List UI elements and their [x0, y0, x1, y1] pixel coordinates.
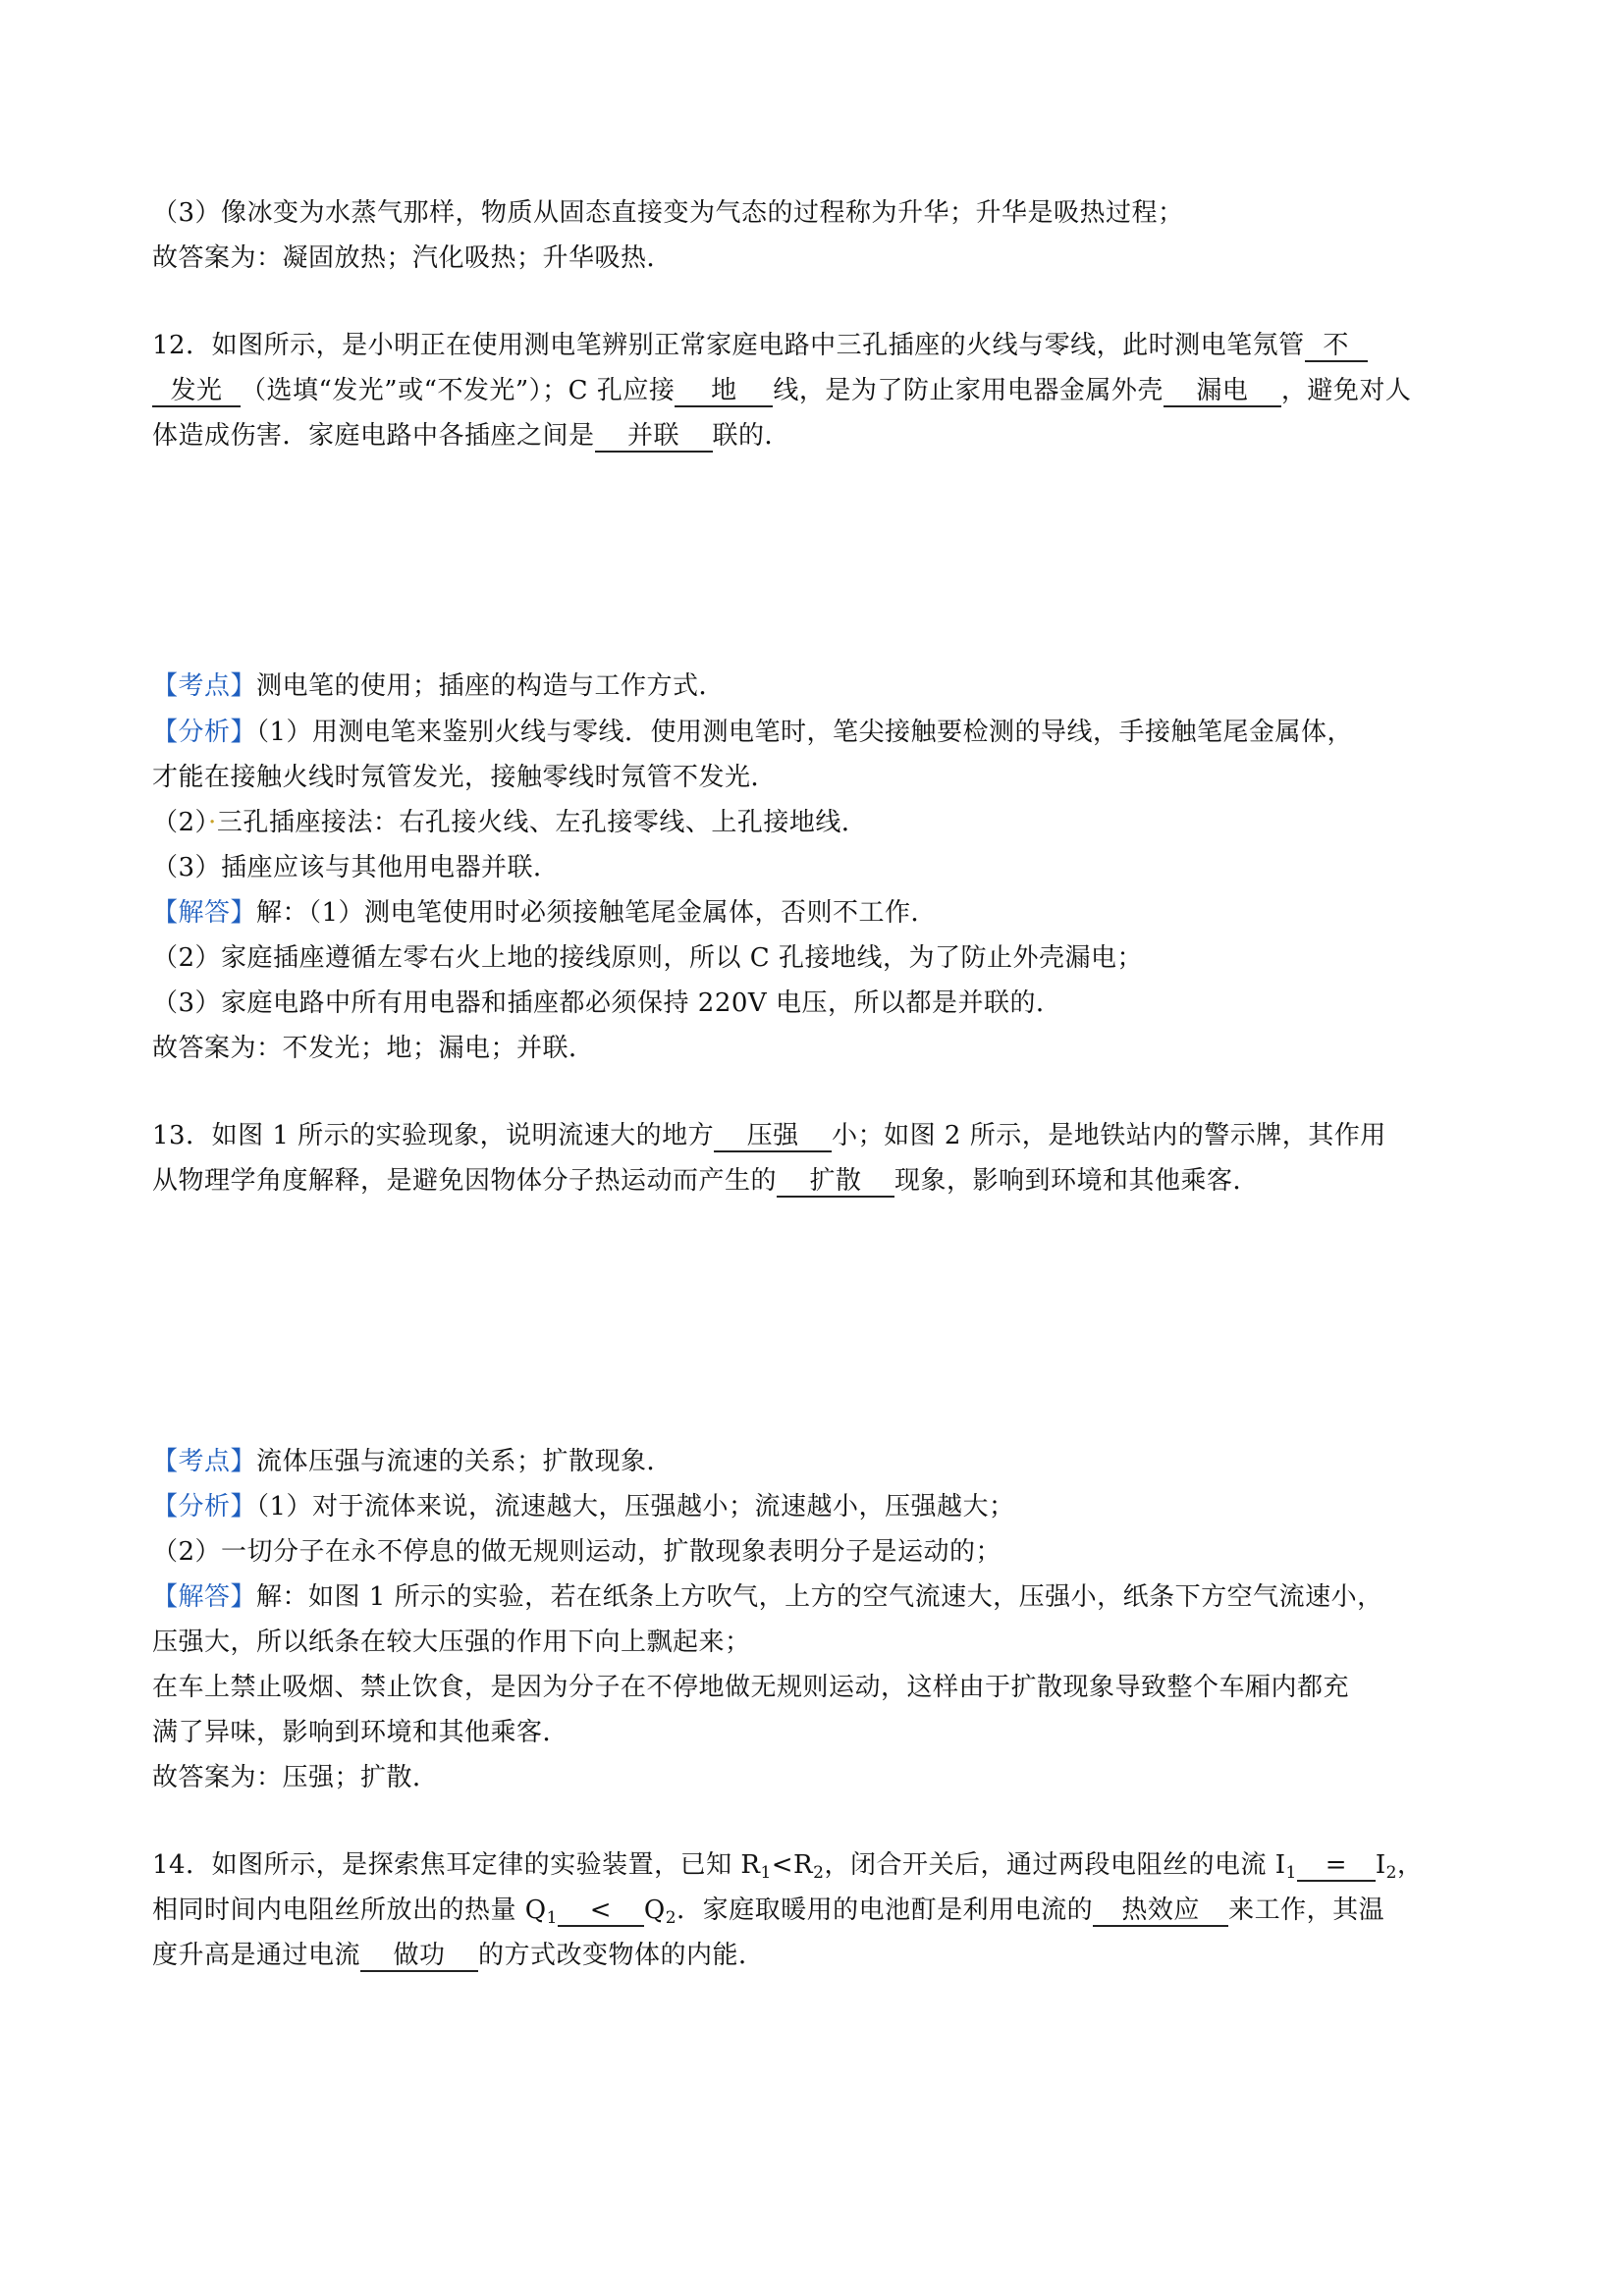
- kaodian-tag: 【考点】: [152, 671, 257, 701]
- answer-blank: 压强: [714, 1121, 832, 1152]
- q13-jieda-3: [152, 1671, 1488, 1704]
- answer-blank: 漏电: [1164, 376, 1281, 407]
- subscript: 1: [1285, 1863, 1297, 1883]
- q12-jieda-1: [152, 896, 1488, 930]
- text: 故答案为：压强；扩散．: [152, 1763, 439, 1792]
- text: （2）家庭插座遵循左零右火上地的接线原则，所以 C 孔接地线，为了防止外壳漏电；: [152, 943, 1143, 973]
- text: 联的．: [712, 421, 791, 451]
- kaodian-tag: 【考点】: [152, 1447, 257, 1476]
- subscript: 2: [813, 1863, 825, 1883]
- text: 体造成伤害．家庭电路中各插座之间是: [152, 421, 595, 451]
- text: 小；如图 2 所示，是地铁站内的警示牌，其作用: [832, 1121, 1386, 1150]
- text: （3）像冰变为水蒸气那样，物质从固态直接变为气态的过程称为升华；升华是吸热过程；: [152, 198, 1184, 228]
- answer-blank: <: [558, 1896, 644, 1927]
- text: 流体压强与流速的关系；扩散现象．: [256, 1447, 674, 1476]
- text: （3）家庭电路中所有用电器和插座都必须保持 220V 电压，所以都是并联的．: [152, 988, 1062, 1018]
- text: Q: [643, 1896, 666, 1925]
- q12-question-line-3: [152, 419, 1488, 453]
- text: 才能在接触火线时氖管发光，接触零线时氖管不发光．: [152, 763, 778, 792]
- subscript: 2: [665, 1908, 677, 1928]
- text: ，避免对人: [1280, 376, 1412, 405]
- text: （1）对于流体来说，流速越大，压强越小；流速越小，压强越大；: [256, 1492, 1015, 1522]
- text: ，: [1396, 1850, 1424, 1880]
- q14-question-line-1: [152, 1848, 1488, 1890]
- q14-question-line-3: [152, 1939, 1488, 1972]
- subscript: 2: [1385, 1863, 1397, 1883]
- answer-blank: 并联: [595, 421, 713, 453]
- q12-fenxi-3: [152, 806, 1488, 839]
- text: ，闭合开关后，通过两段电阻丝的电流 I: [824, 1850, 1286, 1880]
- q13-answer: [152, 1761, 1488, 1794]
- text: 度升高是通过电流: [152, 1941, 361, 1970]
- answer-blank: =: [1297, 1850, 1376, 1882]
- q13-jieda-1: [152, 1580, 1488, 1614]
- answer-blank: 不: [1305, 331, 1368, 362]
- text: 线，是为了防止家用电器金属外壳: [773, 376, 1164, 405]
- answer-blank: 做功: [360, 1941, 478, 1972]
- text: 压强大，所以纸条在较大压强的作用下向上飘起来；: [152, 1628, 751, 1657]
- text: 解：如图 1 所示的实验，若在纸条上方吹气，上方的空气流速大，压强小，纸条下方空气流速小，: [256, 1582, 1383, 1612]
- q12-jieda-3: [152, 987, 1488, 1020]
- q12-question-line-1: [152, 329, 1488, 362]
- text: 故答案为：不发光；地；漏电；并联．: [152, 1034, 595, 1063]
- q12-fenxi-2: [152, 761, 1488, 794]
- q13-jieda-2: [152, 1626, 1488, 1659]
- q11-analysis-line: [152, 196, 1488, 230]
- text: 从物理学角度解释，是避免因物体分子热运动而产生的: [152, 1166, 778, 1196]
- text: 测电笔的使用；插座的构造与工作方式．: [256, 671, 726, 701]
- text: 12．如图所示，是小明正在使用测电笔辨别正常家庭电路中三孔插座的火线与零线，此时测电笔氖管: [152, 331, 1305, 360]
- subscript: 1: [546, 1908, 558, 1928]
- text: （1）用测电笔来鉴别火线与零线．使用测电笔时，笔尖接触要检测的导线，手接触笔尾金属体，: [256, 718, 1354, 747]
- q11-answer-line: [152, 241, 1488, 275]
- q14-question-line-2: [152, 1894, 1488, 1935]
- text: （2）: [152, 808, 209, 837]
- text: 在车上禁止吸烟、禁止饮食，是因为分子在不停地做无规则运动，这样由于扩散现象导致整个车厢内都充: [152, 1673, 1350, 1702]
- q13-question-line-1: [152, 1119, 1488, 1152]
- fenxi-tag: 【分析】: [152, 1492, 257, 1522]
- jieda-tag: 【解答】: [152, 898, 257, 928]
- text: I: [1375, 1850, 1386, 1880]
- q13-fenxi-1: [152, 1490, 1488, 1523]
- fenxi-tag: 【分析】: [152, 718, 257, 747]
- text: 三孔插座接法：右孔接火线、左孔接零线、上孔接地线．: [216, 808, 868, 837]
- text: 满了异味，影响到环境和其他乘客．: [152, 1718, 569, 1747]
- text: 相同时间内电阻丝所放出的热量 Q: [152, 1896, 547, 1925]
- text: ．家庭取暖用的电池酊是利用电流的: [677, 1896, 1094, 1925]
- answer-blank: 发光: [152, 376, 241, 407]
- q12-question-line-2: [152, 374, 1488, 407]
- answer-blank: 地: [675, 376, 773, 407]
- text: 故答案为：凝固放热；汽化吸热；升华吸热．: [152, 243, 674, 273]
- q12-kaodian: [152, 669, 1488, 703]
- text: 的方式改变物体的内能．: [478, 1941, 765, 1970]
- q12-jieda-2: [152, 941, 1488, 975]
- q13-fenxi-2: [152, 1535, 1488, 1569]
- text: 14．如图所示，是探索焦耳定律的实验装置，已知 R: [152, 1850, 761, 1880]
- text: （2）一切分子在永不停息的做无规则运动，扩散现象表明分子是运动的；: [152, 1537, 1002, 1567]
- text: （选填“发光”或“不发光”）；C 孔应接: [241, 376, 676, 405]
- jieda-tag: 【解答】: [152, 1582, 257, 1612]
- subscript: 1: [760, 1863, 772, 1883]
- text: <R: [771, 1850, 814, 1880]
- mark: ·: [208, 808, 217, 837]
- answer-blank: 扩散: [777, 1166, 894, 1198]
- q13-jieda-4: [152, 1716, 1488, 1749]
- answer-blank: 热效应: [1093, 1896, 1228, 1927]
- q13-kaodian: [152, 1445, 1488, 1478]
- q12-fenxi-1: [152, 716, 1488, 749]
- text: 来工作，其温: [1228, 1896, 1385, 1925]
- text: 现象，影响到环境和其他乘客．: [894, 1166, 1260, 1196]
- q12-fenxi-4: [152, 851, 1488, 884]
- text: （3）插座应该与其他用电器并联．: [152, 853, 560, 882]
- text: 解：（1）测电笔使用时必须接触笔尾金属体，否则不工作．: [256, 898, 938, 928]
- q12-answer: [152, 1032, 1488, 1065]
- q13-question-line-2: [152, 1164, 1488, 1198]
- text: 13．如图 1 所示的实验现象，说明流速大的地方: [152, 1121, 715, 1150]
